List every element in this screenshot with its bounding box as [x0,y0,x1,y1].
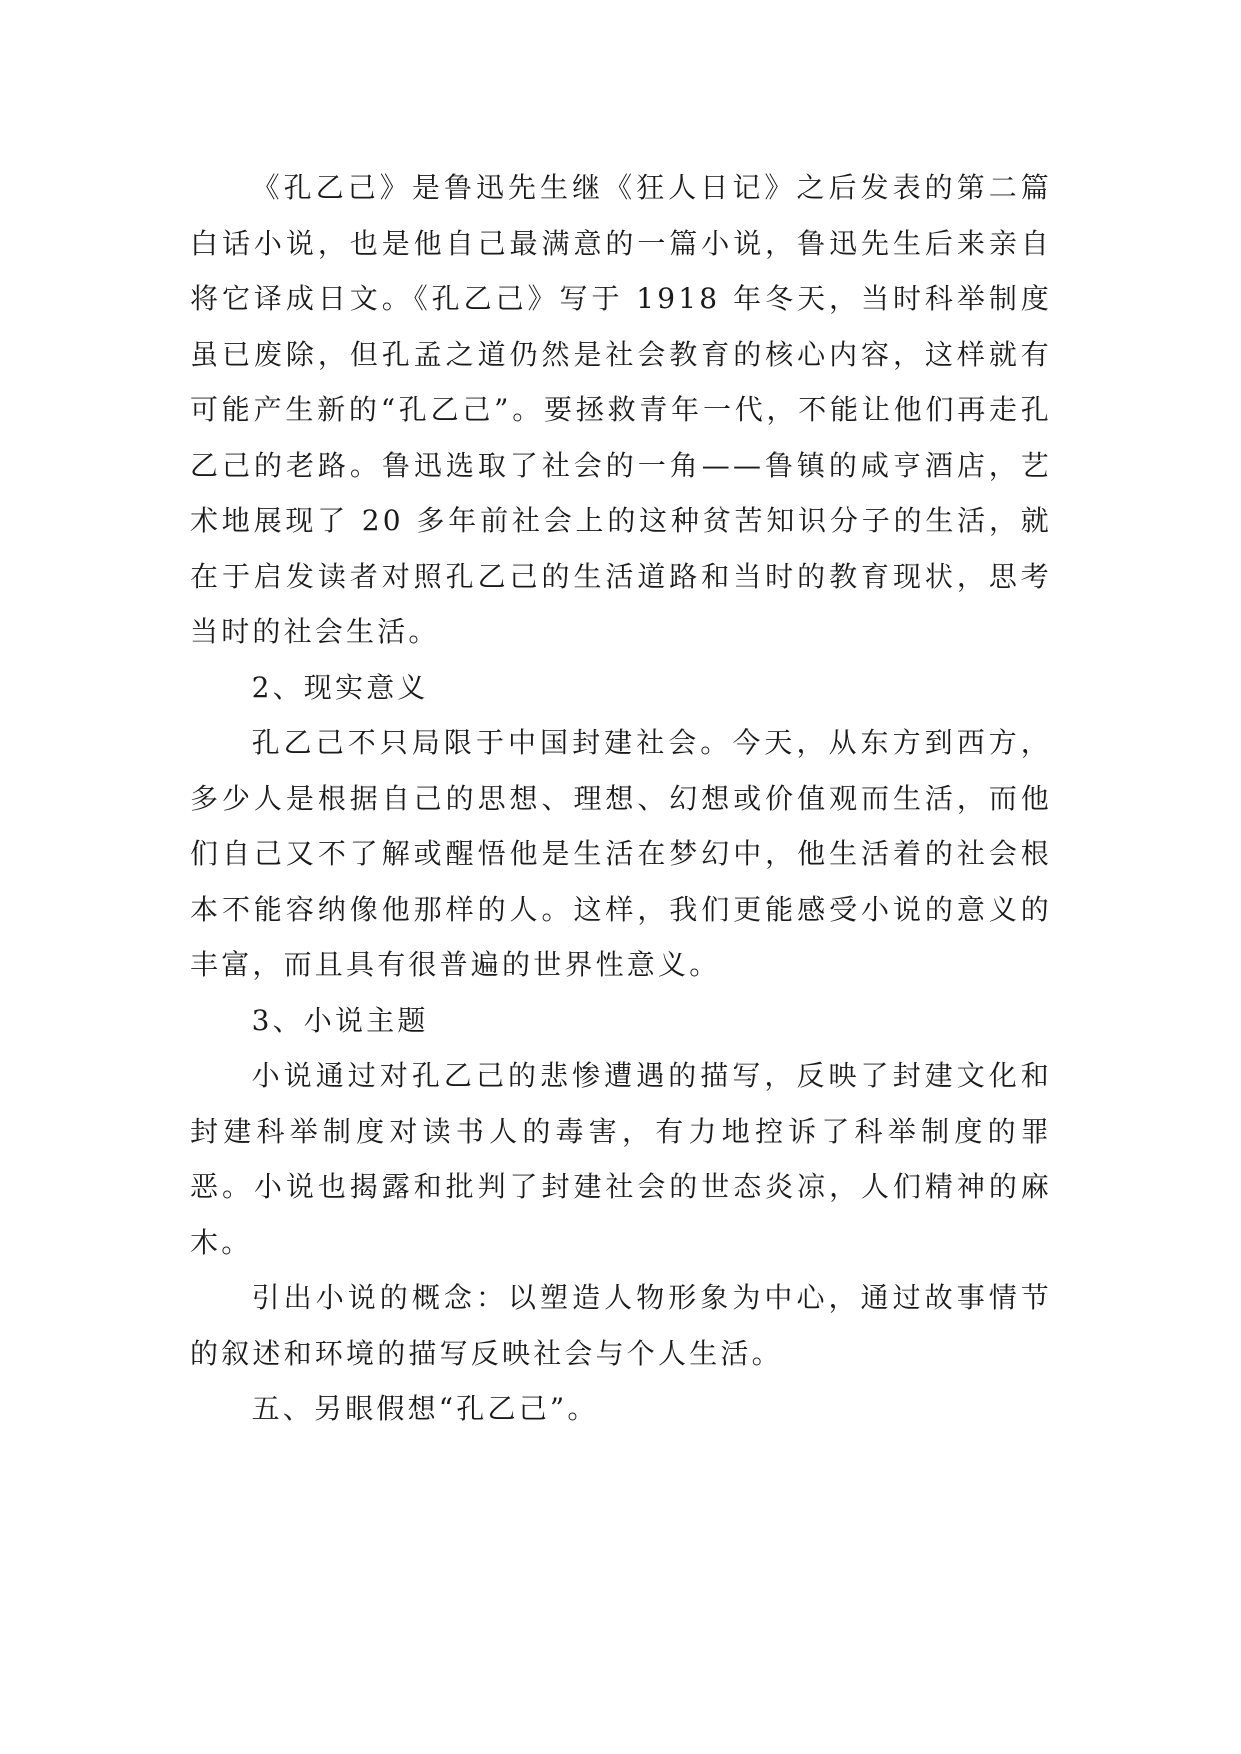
section-heading-realistic-significance: 2、现实意义 [251,670,429,704]
novel-theme-paragraph: 小说通过对孔乙己的悲惨遭遇的描写，反映了封建文化和封建科举制度对读书人的毒害，有力地控诉了科举制度的罪恶。小说也揭露和批判了封建社会的世态炎凉，人们精神的麻木。 [190,1059,1052,1259]
novel-concept-paragraph: 引出小说的概念：以塑造人物形象为中心，通过故事情节的叙述和环境的描写反映社会与个人生活。 [190,1281,1052,1370]
section-heading-novel-theme: 3、小说主题 [251,1003,429,1037]
intro-paragraph: 《孔乙己》是鲁迅先生继《狂人日记》之后发表的第二篇白话小说，也是他自己最满意的一篇小说，鲁迅先生后来亲自将它译成日文。《孔乙己》写于 1918 年冬天，当时科举制度虽已废除，但孔孟之道仍然是社会教育的核心内容，这样就有可能产生新的“孔乙己”。要拯救青年一代，不能让他们再走孔乙己的老路。鲁迅选取了社会的一角——鲁镇的咸亨酒店，艺术地展现了 20 多年前社会上的这种贫苦知识分子的生活，就在于启发读者对照孔乙己的生活道路和当时的教育现状，思考当时的社会生活。 [190,171,1052,648]
realistic-significance-paragraph: 孔乙己不只局限于中国封建社会。今天，从东方到西方，多少人是根据自己的思想、理想、幻想或价值观而生活，而他们自己又不了解或醒悟他是生活在梦幻中，他生活着的社会根本不能容纳像他那样的人。这样，我们更能感受小说的意义的丰富，而且具有很普遍的世界性意义。 [190,726,1052,981]
section-heading-imagine: 五、另眼假想“孔乙己”。 [251,1392,599,1425]
document-body [190,160,1052,1437]
